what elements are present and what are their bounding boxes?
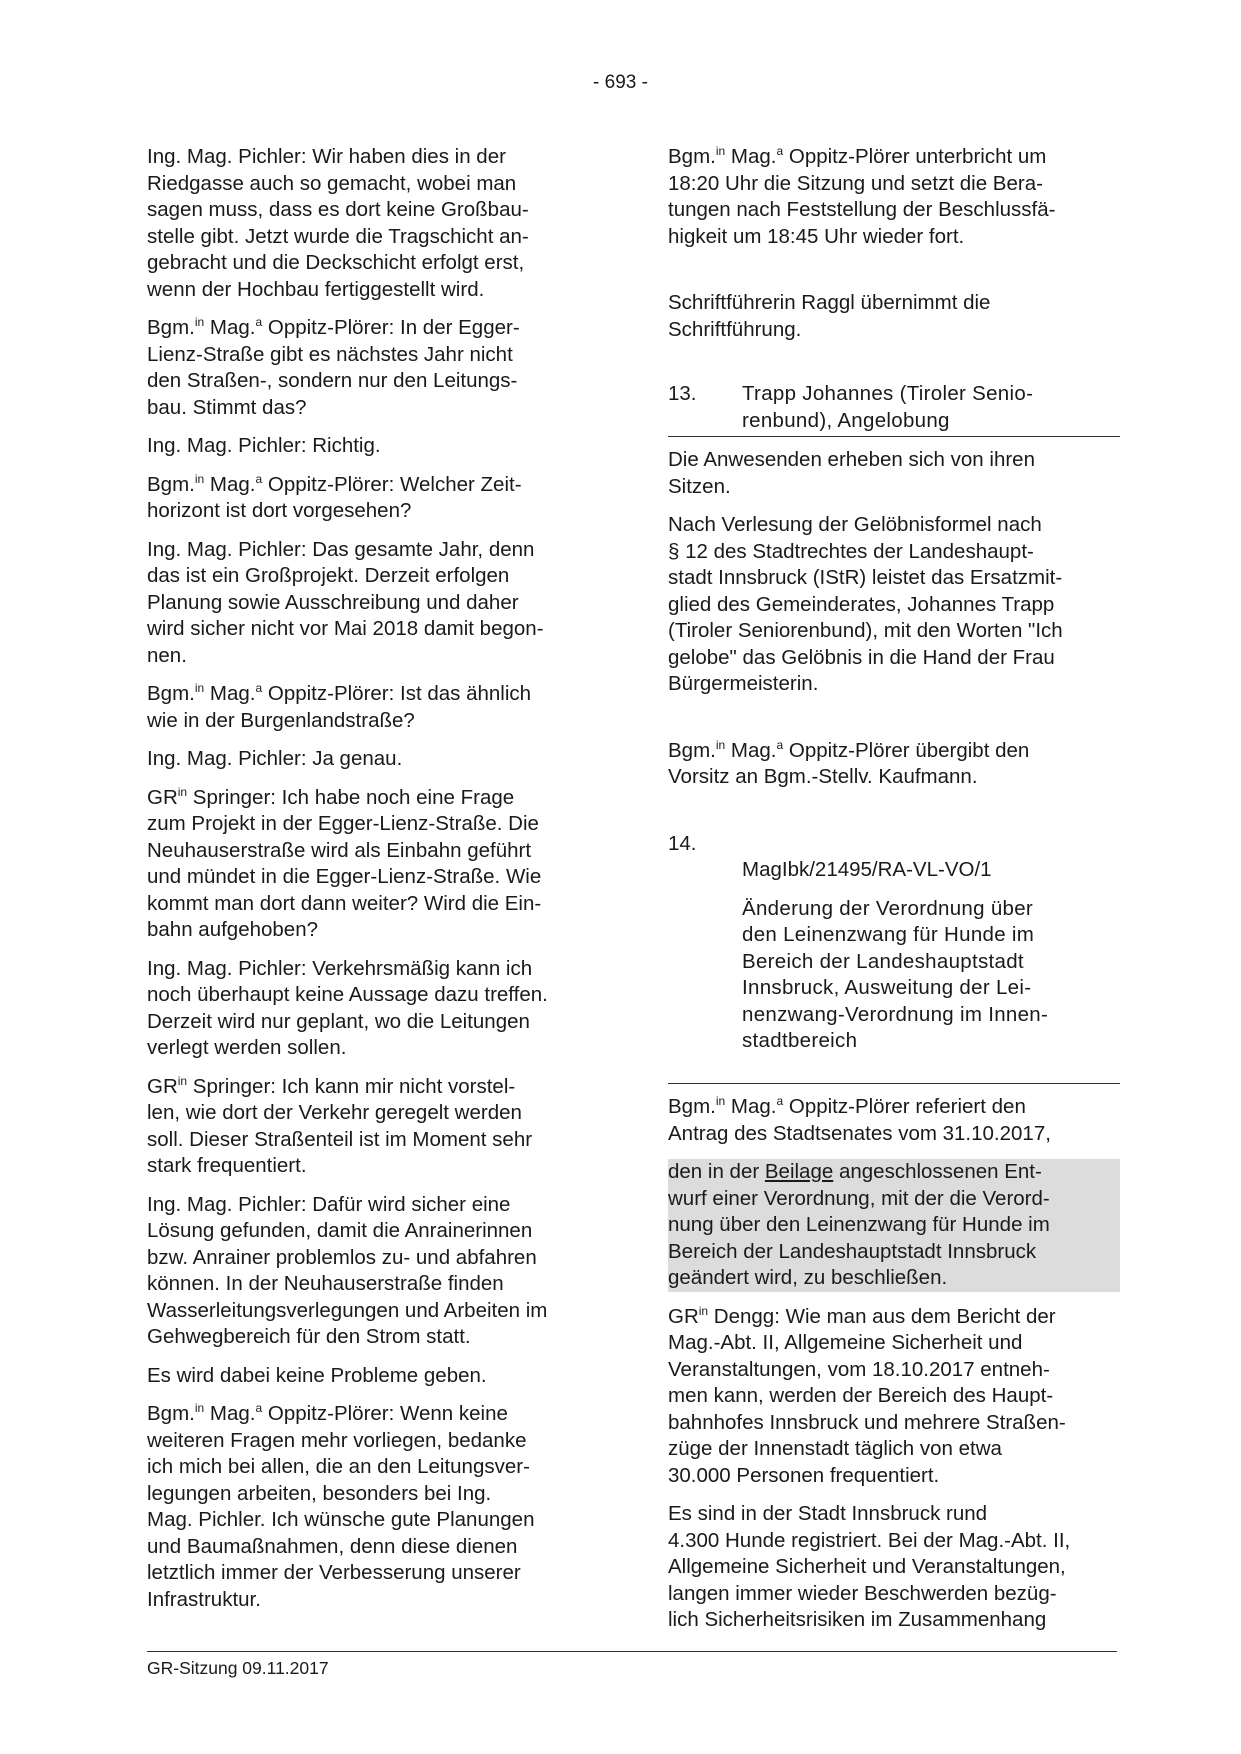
agenda-item-title: Änderung der Verordnung über den Leinenzwang für Hunde im Bereich der Landeshauptstadt Innsbruck, Ausweitung der Lei- nenzwang-Verordnung im Innen- stadtbereich — [742, 896, 1049, 1052]
agenda-item-body — [742, 831, 1120, 1082]
footer-divider — [147, 1651, 1117, 1652]
agenda-item-code: MagIbk/21495/RA-VL-VO/1 — [742, 858, 992, 881]
highlighted-motion — [668, 1159, 1120, 1292]
paragraph: Ing. Mag. Pichler: Verkehrsmäßig kann ich noch überhaupt keine Aussage dazu treffen. Derzeit wird nur geplant, wo die Leitungen verlegt werden sollen. — [147, 956, 548, 1059]
paragraph: Ing. Mag. Pichler: Dafür wird sicher eine Lösung gefunden, damit die Anrainerinnen bzw. Anrainer problemlos zu- und abfahren können. In der Neuhauserstraße finden Wasserleitungsverlegungen und Arbeiten im Gehwegbereich für den Strom statt. — [147, 1192, 548, 1348]
agenda-item-14 — [668, 831, 1120, 1085]
motion-text-rest: angeschlossenen Ent- wurf einer Verordnung, mit der die Verord- nung über den Leinenzwang für Hunde im Bereich der Landeshauptstadt Innsbruck geändert wird, zu beschließen. — [668, 1160, 1050, 1289]
paragraph: Die Anwesenden erheben sich von ihren Sitzen. — [668, 448, 1035, 498]
paragraph: Bgm.$^{in}$ Mag.$^a$ Oppitz-Plörer referiert den Antrag des Stadtsenates vom 31.10.2017, — [668, 1094, 1051, 1145]
paragraph: Bgm.$^{in}$ Mag.$^a$ Oppitz-Plörer: Ist das ähnlich wie in der Burgenlandstraße? — [147, 681, 532, 732]
page-number: - 693 - — [593, 72, 648, 93]
paragraph: Es wird dabei keine Probleme geben. — [147, 1363, 487, 1387]
agenda-item-number: 14. — [668, 831, 697, 855]
paragraph: Ing. Mag. Pichler: Wir haben dies in der Riedgasse auch so gemacht, wobei man sagen muss, dass es dort keine Großbau- stelle gibt. Jetzt wurde die Tragschicht an- gebracht und die Deckschicht erfolgt erst, wenn der Hochbau fertiggestellt wird. — [147, 145, 529, 301]
paragraph: Bgm.$^{in}$ Mag.$^a$ Oppitz-Plörer: Welcher Zeit- horizont ist dort vorgesehen? — [147, 471, 522, 522]
agenda-item-13 — [668, 381, 1120, 437]
left-column — [147, 144, 599, 1625]
paragraph: Schriftführerin Raggl übernimmt die Schriftführung. — [668, 291, 991, 341]
agenda-item-title: Trapp Johannes (Tiroler Senio- renbund), Angelobung — [742, 382, 1034, 432]
paragraph: Es sind in der Stadt Innsbruck rund 4.300 Hunde registriert. Bei der Mag.-Abt. II, Allgemeine Sicherheit und Veranstaltungen, langen immer wieder Beschwerden bezüg- lich Sicherheitsrisiken im Zusammenhang — [668, 1502, 1071, 1631]
paragraph: Ing. Mag. Pichler: Richtig. — [147, 434, 381, 457]
paragraph: $GR^{in}$ Springer: Ich kann mir nicht vorstel- len, wie dort der Verkehr geregelt werden soll. Dieser Straßenteil ist im Moment sehr stark frequentiert. — [147, 1073, 533, 1177]
right-column — [668, 144, 1120, 1646]
paragraph: Bgm.$^{in}$ Mag.$^a$ Oppitz-Plörer übergibt den Vorsitz an Bgm.-Stellv. Kaufmann. — [668, 737, 1030, 788]
paragraph: Nach Verlesung der Gelöbnisformel nach § 12 des Stadtrechtes der Landeshaupt- stadt Innsbruck (IStR) leistet das Ersatzmit- glied des Gemeinderates, Johannes Trapp (Tiroler Seniorenbund), mit den Worten "Ich gelobe" das Gelöbnis in die Hand der Frau Bürgermeisterin. — [668, 513, 1063, 695]
paragraph: Ing. Mag. Pichler: Ja genau. — [147, 747, 403, 770]
footer-text: GR-Sitzung 09.11.2017 — [147, 1658, 329, 1678]
beilage-link[interactable]: Beilage — [764, 1160, 834, 1183]
paragraph: Ing. Mag. Pichler: Das gesamte Jahr, denn das ist ein Großprojekt. Derzeit erfolgen Planung sowie Ausschreibung und daher wird sicher nicht vor Mai 2018 damit begon- nen. — [147, 537, 544, 667]
paragraph: $GR^{in}$ Dengg: Wie man aus dem Bericht der Mag.-Abt. II, Allgemeine Sicherheit und Veranstaltungen, vom 18.10.2017 entneh- men kann, werden der Bereich des Haupt- bahnhofes Innsbruck und mehrere Straßen- züge der Innenstadt täglich von etwa 30.000 Personen frequentiert. — [668, 1303, 1066, 1487]
paragraph: $GR^{in}$ Springer: Ich habe noch eine Frage zum Projekt in der Egger-Lienz-Straße. Die Neuhauserstraße wird als Einbahn geführt und mündet in die Egger-Lienz-Straße. Wie kommt man dort dann weiter? Wird die Ein- bahn aufgehoben? — [147, 784, 542, 941]
agenda-item-number: 13. — [668, 382, 697, 405]
paragraph: Bgm.$^{in}$ Mag.$^a$ Oppitz-Plörer: In der Egger- Lienz-Straße gibt es nächstes Jahr nicht den Straßen-, sondern nur den Leitungs- bau. Stimmt das? — [147, 315, 520, 419]
paragraph: Bgm.$^{in}$ Mag.$^a$ Oppitz-Plörer unterbricht um 18:20 Uhr die Sitzung und setzt die Bera- tungen nach Feststellung der Beschlussfä- higkeit um 18:45 Uhr wieder fort. — [668, 144, 1056, 248]
paragraph: Bgm.$^{in}$ Mag.$^a$ Oppitz-Plörer: Wenn keine weiteren Fragen mehr vorliegen, bedanke ich mich bei allen, die an den Leitungsver- legungen arbeiten, besonders bei Ing. Mag. Pichler. Ich wünsche gute Planungen und Baumaßnahmen, denn diese dienen letztlich immer der Verbesserung unserer Infrastruktur. — [147, 1401, 535, 1611]
motion-text-start: den in der — [668, 1160, 765, 1183]
